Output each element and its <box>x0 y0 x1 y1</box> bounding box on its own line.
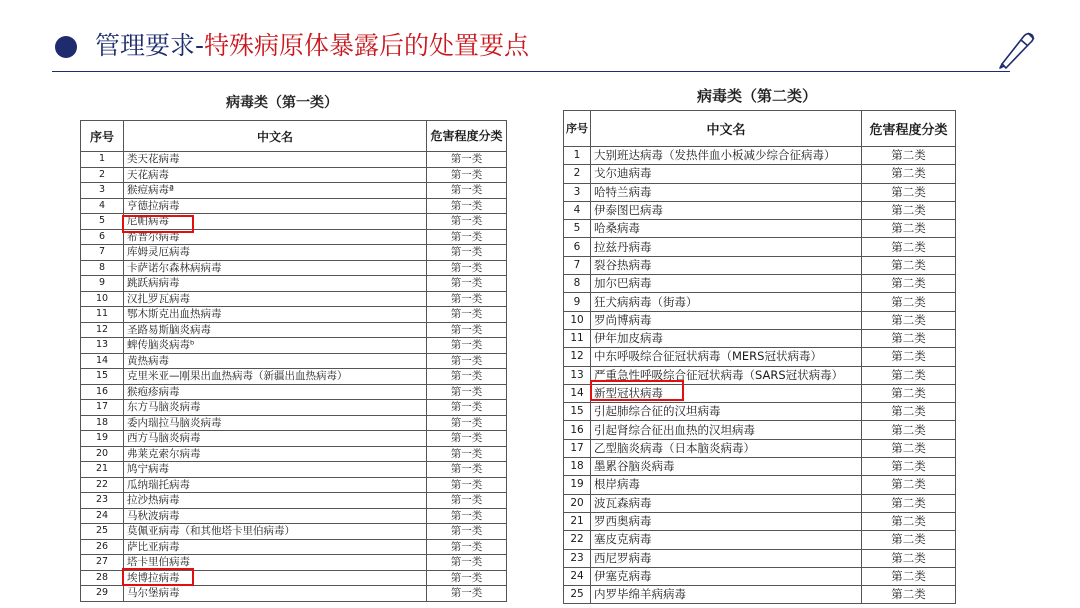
hazard-class: 第一类 <box>427 167 507 183</box>
hazard-class: 第一类 <box>427 307 507 323</box>
table-row <box>81 524 507 540</box>
virus-name: 蜱传脑炎病毒ᵇ <box>124 338 427 354</box>
hazard-class: 第一类 <box>427 214 507 230</box>
col-header-class: 危害程度分类 <box>862 111 956 147</box>
virus-name: 罗尚博病毒 <box>591 311 862 329</box>
hazard-class: 第一类 <box>427 384 507 400</box>
table-row <box>81 400 507 416</box>
table-row <box>564 201 956 219</box>
table1-header-row <box>81 121 507 152</box>
row-index: 10 <box>564 311 591 329</box>
row-index: 14 <box>81 353 124 369</box>
virus-name: 墨累谷脑炎病毒 <box>591 458 862 476</box>
table2 <box>563 110 956 604</box>
table-row <box>81 508 507 524</box>
hazard-class: 第一类 <box>427 322 507 338</box>
header-divider <box>52 71 1010 72</box>
table-row <box>81 493 507 509</box>
table-row <box>564 147 956 165</box>
hazard-class: 第二类 <box>862 183 956 201</box>
table-row <box>81 183 507 199</box>
col-header-name: 中文名 <box>591 111 862 147</box>
virus-name: 伊塞克病毒 <box>591 567 862 585</box>
row-index: 22 <box>81 477 124 493</box>
table-row <box>564 476 956 494</box>
hazard-class: 第二类 <box>862 512 956 530</box>
table-row <box>564 238 956 256</box>
hazard-class: 第二类 <box>862 238 956 256</box>
hazard-class: 第一类 <box>427 400 507 416</box>
row-index: 12 <box>81 322 124 338</box>
hazard-class: 第二类 <box>862 567 956 585</box>
table-row <box>81 276 507 292</box>
hazard-class: 第二类 <box>862 549 956 567</box>
table-row <box>81 539 507 555</box>
hazard-class: 第一类 <box>427 198 507 214</box>
table-row <box>564 293 956 311</box>
row-index: 21 <box>81 462 124 478</box>
virus-name: 新型冠状病毒 <box>591 384 862 402</box>
table1 <box>80 120 507 602</box>
row-index: 1 <box>564 147 591 165</box>
col-header-name: 中文名 <box>124 121 427 152</box>
virus-name: 拉兹丹病毒 <box>591 238 862 256</box>
virus-name: 戈尔迪病毒 <box>591 165 862 183</box>
table-row <box>81 322 507 338</box>
highlight-covid <box>590 380 684 401</box>
table-row <box>81 198 507 214</box>
hazard-class: 第一类 <box>427 539 507 555</box>
hazard-class: 第一类 <box>427 462 507 478</box>
hazard-class: 第一类 <box>427 276 507 292</box>
table-row <box>564 421 956 439</box>
row-index: 3 <box>564 183 591 201</box>
row-index: 6 <box>564 238 591 256</box>
virus-name: 跳跃病病毒 <box>124 276 427 292</box>
slide-title <box>95 28 529 64</box>
table-row <box>564 165 956 183</box>
hazard-class: 第一类 <box>427 555 507 571</box>
table-row <box>564 567 956 585</box>
table-row <box>564 531 956 549</box>
table-row <box>81 586 507 602</box>
hazard-class: 第一类 <box>427 369 507 385</box>
hazard-class: 第二类 <box>862 275 956 293</box>
hazard-class: 第一类 <box>427 245 507 261</box>
row-index: 2 <box>81 167 124 183</box>
row-index: 21 <box>564 512 591 530</box>
table-row <box>81 477 507 493</box>
hazard-class: 第一类 <box>427 570 507 586</box>
hazard-class: 第二类 <box>862 220 956 238</box>
hazard-class: 第二类 <box>862 201 956 219</box>
virus-name: 亨德拉病毒 <box>124 198 427 214</box>
row-index: 4 <box>564 201 591 219</box>
hazard-class: 第二类 <box>862 476 956 494</box>
table-row <box>564 458 956 476</box>
virus-name: 加尔巴病毒 <box>591 275 862 293</box>
highlight-nipah <box>122 215 194 233</box>
hazard-class: 第一类 <box>427 524 507 540</box>
hazard-class: 第一类 <box>427 152 507 168</box>
row-index: 9 <box>564 293 591 311</box>
virus-name: 委内瑞拉马脑炎病毒 <box>124 415 427 431</box>
virus-name: 严重急性呼吸综合征冠状病毒（SARS冠状病毒） <box>591 366 862 384</box>
title-prefix: 管理要求- <box>95 31 205 60</box>
virus-name: 中东呼吸综合征冠状病毒（MERS冠状病毒） <box>591 348 862 366</box>
table-row <box>81 260 507 276</box>
virus-name: 塔卡里伯病毒 <box>124 555 427 571</box>
row-index: 18 <box>81 415 124 431</box>
bullet-dot <box>55 36 77 58</box>
row-index: 29 <box>81 586 124 602</box>
virus-name: 鸠宁病毒 <box>124 462 427 478</box>
hazard-class: 第二类 <box>862 439 956 457</box>
row-index: 9 <box>81 276 124 292</box>
hazard-class: 第二类 <box>862 147 956 165</box>
row-index: 8 <box>564 275 591 293</box>
hazard-class: 第一类 <box>427 415 507 431</box>
hazard-class: 第二类 <box>862 494 956 512</box>
row-index: 14 <box>564 384 591 402</box>
table2-caption: 病毒类（第二类） <box>697 87 818 105</box>
virus-name: 马秋波病毒 <box>124 508 427 524</box>
virus-name: 类天花病毒 <box>124 152 427 168</box>
row-index: 8 <box>81 260 124 276</box>
row-index: 16 <box>564 421 591 439</box>
table-row <box>81 245 507 261</box>
row-index: 18 <box>564 458 591 476</box>
row-index: 15 <box>564 403 591 421</box>
table-row <box>564 256 956 274</box>
virus-name: 萨比亚病毒 <box>124 539 427 555</box>
hazard-class: 第二类 <box>862 348 956 366</box>
title-highlight: 特殊病原体暴露后的处置要点 <box>204 31 530 60</box>
virus-name: 埃博拉病毒 <box>124 570 427 586</box>
table-row <box>81 431 507 447</box>
virus-name: 鄂木斯克出血热病毒 <box>124 307 427 323</box>
hazard-class: 第一类 <box>427 477 507 493</box>
table1-caption: 病毒类（第一类） <box>226 95 338 111</box>
row-index: 25 <box>81 524 124 540</box>
virus-name: 哈桑病毒 <box>591 220 862 238</box>
hazard-class: 第一类 <box>427 508 507 524</box>
table-row <box>81 415 507 431</box>
virus-name: 根岸病毒 <box>591 476 862 494</box>
virus-name: 瓜纳瑞托病毒 <box>124 477 427 493</box>
row-index: 16 <box>81 384 124 400</box>
hazard-class: 第一类 <box>427 586 507 602</box>
row-index: 20 <box>564 494 591 512</box>
hazard-class: 第一类 <box>427 291 507 307</box>
table-row <box>81 353 507 369</box>
hazard-class: 第二类 <box>862 403 956 421</box>
table-row <box>564 494 956 512</box>
virus-name: 乙型脑炎病毒（日本脑炎病毒） <box>591 439 862 457</box>
virus-name: 黄热病毒 <box>124 353 427 369</box>
virus-name: 弗莱克索尔病毒 <box>124 446 427 462</box>
hazard-class: 第二类 <box>862 458 956 476</box>
virus-name: 天花病毒 <box>124 167 427 183</box>
row-index: 23 <box>564 549 591 567</box>
table-row <box>81 446 507 462</box>
hazard-class: 第一类 <box>427 183 507 199</box>
hazard-class: 第一类 <box>427 229 507 245</box>
hazard-class: 第二类 <box>862 256 956 274</box>
table-row <box>564 311 956 329</box>
row-index: 11 <box>564 329 591 347</box>
hazard-class: 第二类 <box>862 366 956 384</box>
row-index: 11 <box>81 307 124 323</box>
hazard-class: 第一类 <box>427 260 507 276</box>
hazard-class: 第二类 <box>862 531 956 549</box>
row-index: 7 <box>81 245 124 261</box>
hazard-class: 第二类 <box>862 384 956 402</box>
table-row <box>81 167 507 183</box>
row-index: 13 <box>81 338 124 354</box>
table-row <box>564 403 956 421</box>
row-index: 22 <box>564 531 591 549</box>
virus-name: 猴痘病毒ª <box>124 183 427 199</box>
virus-name: 哈特兰病毒 <box>591 183 862 201</box>
pen-icon <box>994 28 1038 72</box>
virus-name: 东方马脑炎病毒 <box>124 400 427 416</box>
row-index: 17 <box>564 439 591 457</box>
row-index: 26 <box>81 539 124 555</box>
virus-name: 克里米亚—刚果出血热病毒（新疆出血热病毒） <box>124 369 427 385</box>
hazard-class: 第二类 <box>862 293 956 311</box>
row-index: 19 <box>564 476 591 494</box>
row-index: 3 <box>81 183 124 199</box>
row-index: 19 <box>81 431 124 447</box>
row-index: 4 <box>81 198 124 214</box>
table-row <box>564 220 956 238</box>
table-row <box>81 338 507 354</box>
row-index: 7 <box>564 256 591 274</box>
hazard-class: 第一类 <box>427 431 507 447</box>
virus-name: 内罗毕绵羊病病毒 <box>591 586 862 604</box>
virus-name: 汉扎罗瓦病毒 <box>124 291 427 307</box>
table-row <box>564 512 956 530</box>
row-index: 5 <box>564 220 591 238</box>
slide-header <box>0 0 1080 80</box>
table-row <box>81 307 507 323</box>
virus-name: 裂谷热病毒 <box>591 256 862 274</box>
virus-name: 引起肾综合征出血热的汉坦病毒 <box>591 421 862 439</box>
virus-name: 塞皮克病毒 <box>591 531 862 549</box>
hazard-class: 第一类 <box>427 493 507 509</box>
row-index: 28 <box>81 570 124 586</box>
table-row <box>81 462 507 478</box>
virus-name: 罗西奥病毒 <box>591 512 862 530</box>
virus-name: 莫佩亚病毒（和其他塔卡里伯病毒） <box>124 524 427 540</box>
virus-name: 马尔堡病毒 <box>124 586 427 602</box>
virus-name: 卡萨诺尔森林病病毒 <box>124 260 427 276</box>
table-row <box>564 549 956 567</box>
virus-name: 大别班达病毒（发热伴血小板减少综合征病毒） <box>591 147 862 165</box>
virus-name: 圣路易斯脑炎病毒 <box>124 322 427 338</box>
table-row <box>81 369 507 385</box>
table-row <box>564 586 956 604</box>
row-index: 27 <box>81 555 124 571</box>
table-row <box>81 152 507 168</box>
row-index: 2 <box>564 165 591 183</box>
row-index: 25 <box>564 586 591 604</box>
virus-name: 拉沙热病毒 <box>124 493 427 509</box>
col-header-index: 序号 <box>564 111 591 147</box>
hazard-class: 第一类 <box>427 353 507 369</box>
table-row <box>564 348 956 366</box>
hazard-class: 第二类 <box>862 329 956 347</box>
row-index: 13 <box>564 366 591 384</box>
row-index: 6 <box>81 229 124 245</box>
virus-name: 西尼罗病毒 <box>591 549 862 567</box>
row-index: 17 <box>81 400 124 416</box>
table-row <box>564 183 956 201</box>
row-index: 15 <box>81 369 124 385</box>
table-row <box>564 329 956 347</box>
hazard-class: 第二类 <box>862 586 956 604</box>
table-row <box>81 384 507 400</box>
col-header-class: 危害程度分类 <box>427 121 507 152</box>
row-index: 1 <box>81 152 124 168</box>
hazard-class: 第一类 <box>427 446 507 462</box>
virus-name: 猴疱疹病毒 <box>124 384 427 400</box>
virus-name: 波瓦森病毒 <box>591 494 862 512</box>
row-index: 10 <box>81 291 124 307</box>
table-row <box>564 275 956 293</box>
virus-name: 西方马脑炎病毒 <box>124 431 427 447</box>
row-index: 12 <box>564 348 591 366</box>
virus-name: 引起肺综合征的汉坦病毒 <box>591 403 862 421</box>
hazard-class: 第二类 <box>862 311 956 329</box>
virus-name: 尼帕病毒 <box>124 214 427 230</box>
row-index: 24 <box>564 567 591 585</box>
hazard-class: 第一类 <box>427 338 507 354</box>
highlight-ebola <box>122 568 194 586</box>
hazard-class: 第二类 <box>862 421 956 439</box>
virus-name: 伊年加皮病毒 <box>591 329 862 347</box>
virus-name: 库姆灵厄病毒 <box>124 245 427 261</box>
row-index: 23 <box>81 493 124 509</box>
hazard-class: 第二类 <box>862 165 956 183</box>
table-row <box>81 291 507 307</box>
table-row <box>564 439 956 457</box>
row-index: 5 <box>81 214 124 230</box>
table2-header-row <box>564 111 956 147</box>
row-index: 24 <box>81 508 124 524</box>
virus-name: 狂犬病病毒（街毒） <box>591 293 862 311</box>
virus-name: 伊泰图巴病毒 <box>591 201 862 219</box>
row-index: 20 <box>81 446 124 462</box>
virus-name: 希普尔病毒 <box>124 229 427 245</box>
col-header-index: 序号 <box>81 121 124 152</box>
